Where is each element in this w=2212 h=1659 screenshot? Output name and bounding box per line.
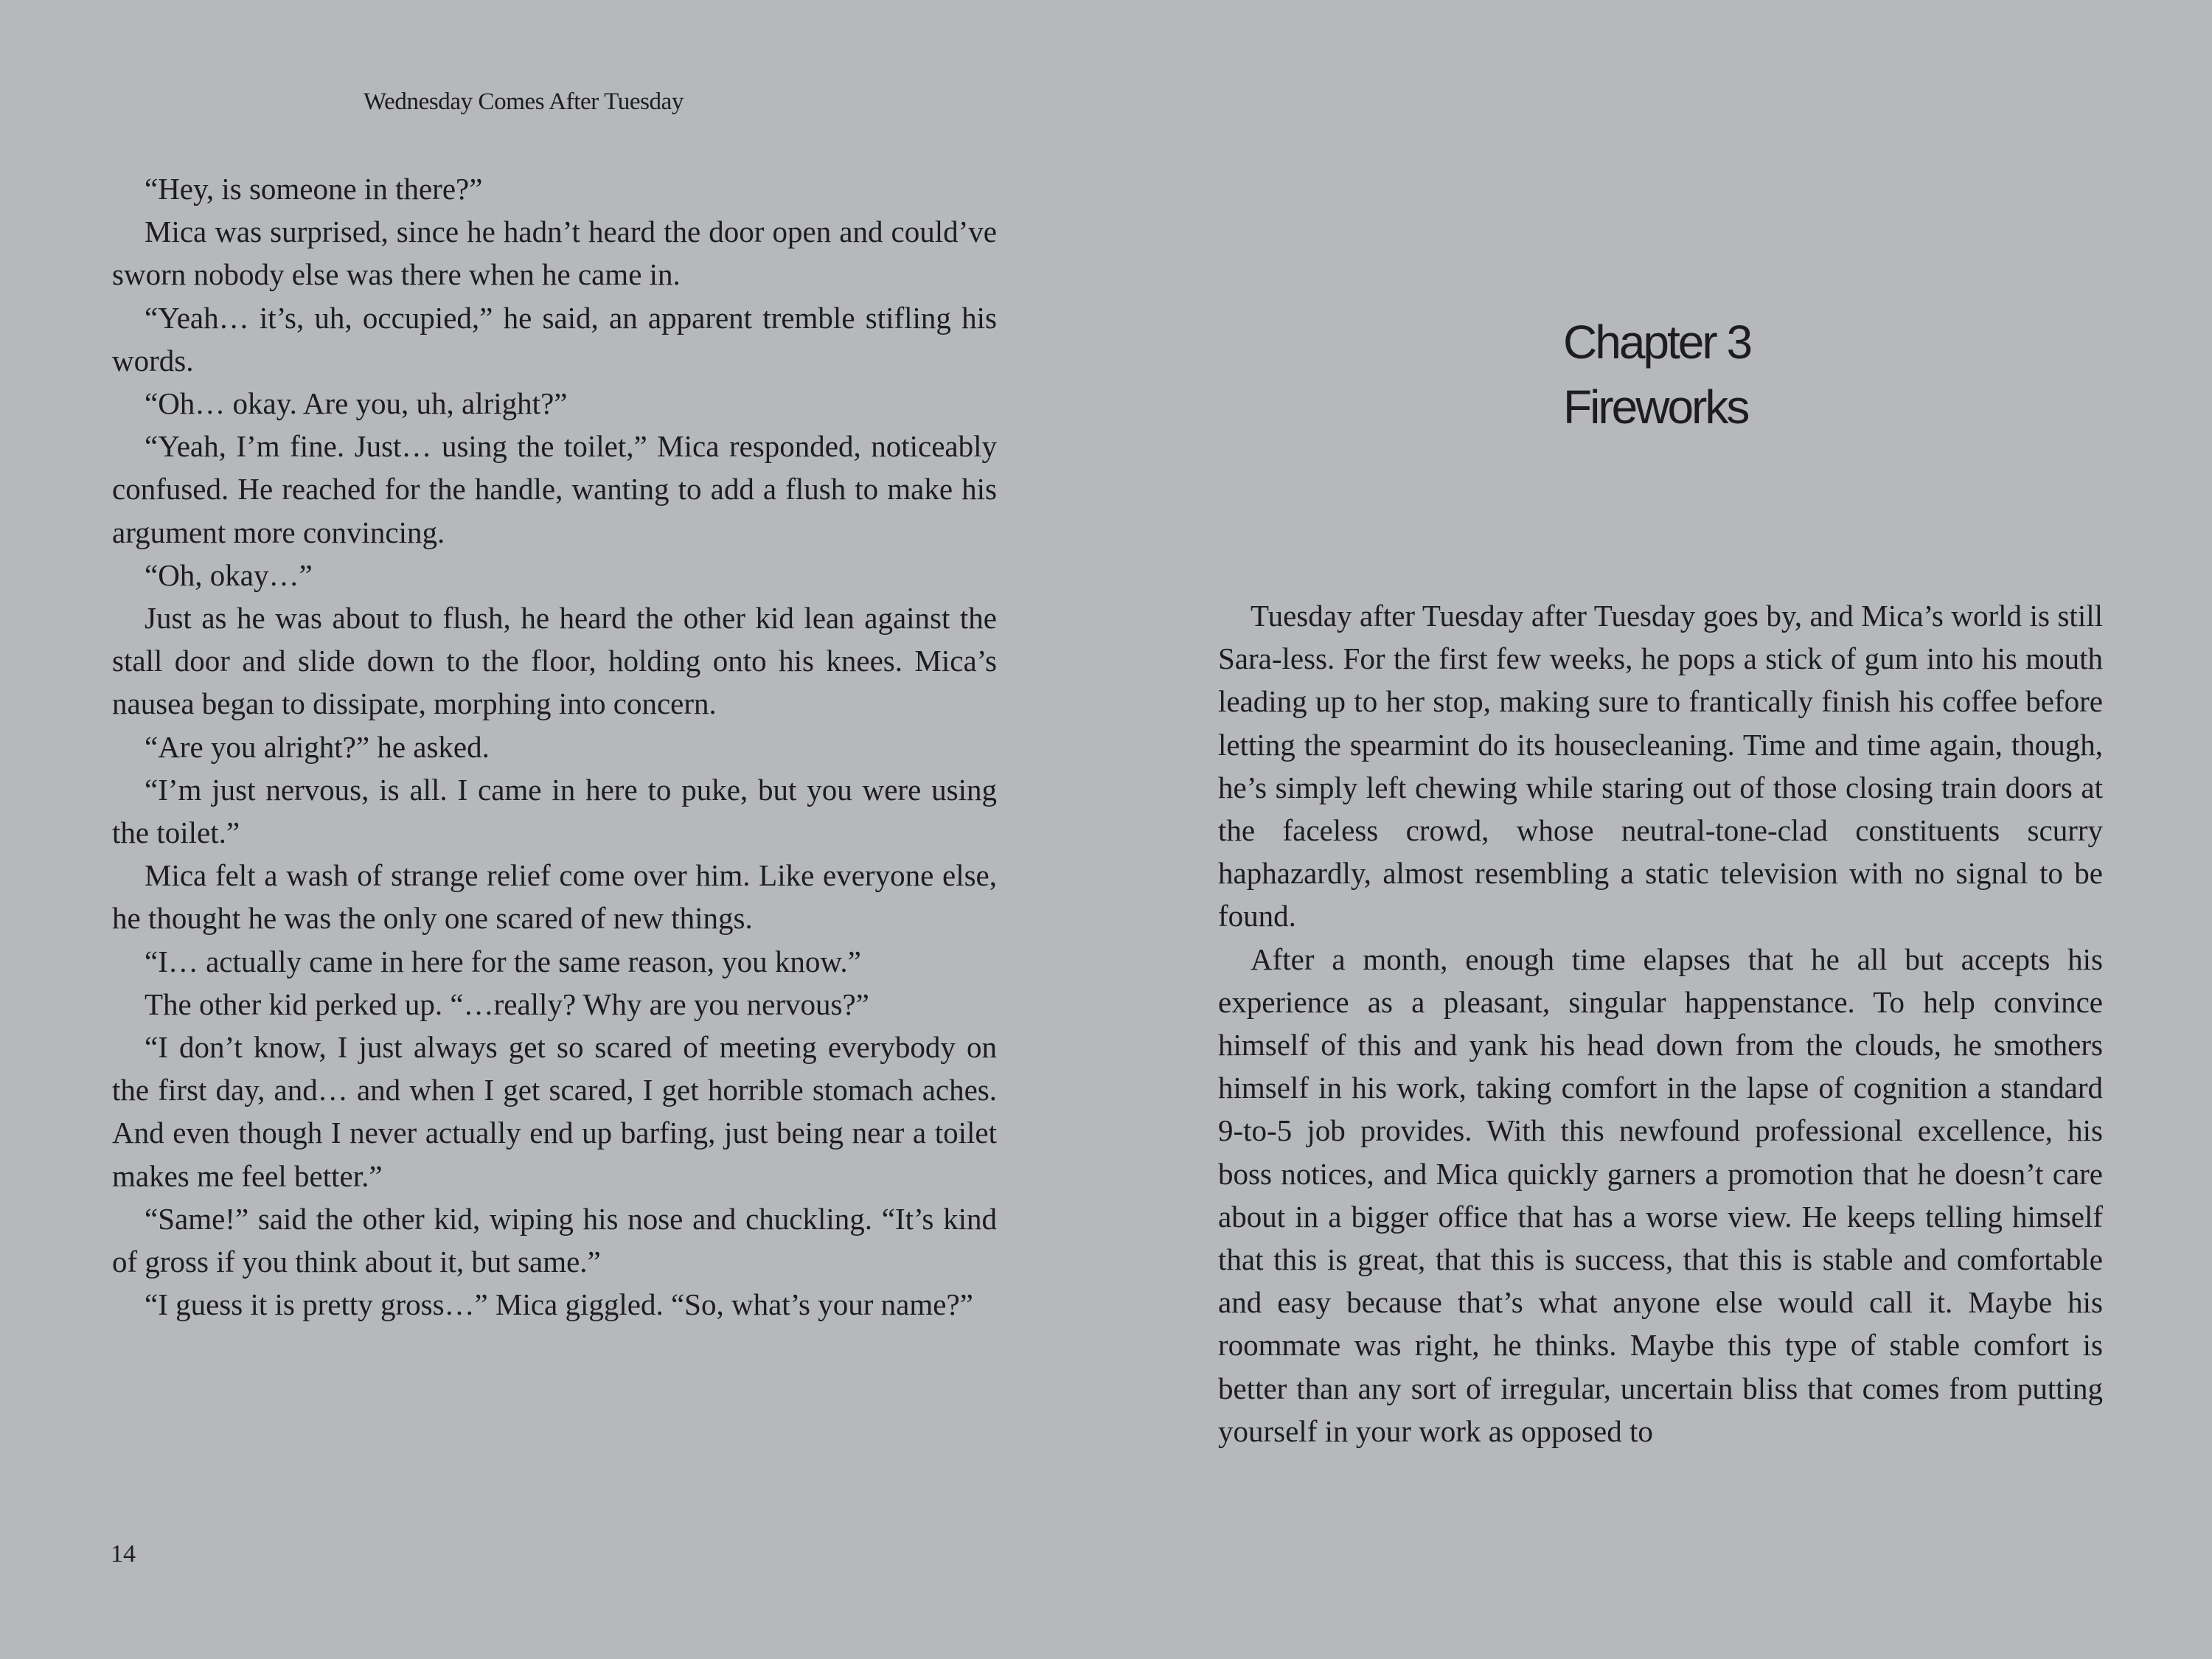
- paragraph: “Yeah… it’s, uh, occupied,” he said, an apparent tremble stifling his words.: [112, 300, 997, 378]
- paragraph: “Are you alright?” he asked.: [145, 729, 490, 764]
- paragraph: Just as he was about to flush, he heard the other kid lean against the stall door and slide down to the floor, holding onto his knees. Mica’s nausea began to dissipate, morphing into concern.: [112, 601, 997, 721]
- paragraph: “Oh… okay. Are you, uh, alright?”: [145, 386, 568, 421]
- paragraph: “Hey, is someone in there?”: [145, 172, 483, 206]
- paragraph: “Yeah, I’m fine. Just… using the toilet,” Mica responded, noticeably confused. He reached for the handle, wanting to add a flush to make his argument more convincing.: [112, 429, 997, 549]
- paragraph: “I… actually came in here for the same reason, you know.”: [145, 944, 861, 978]
- page-number: 14: [111, 1540, 136, 1568]
- paragraph: “Same!” said the other kid, wiping his nose and chuckling. “It’s kind of gross if you think about it, but same.”: [112, 1201, 997, 1279]
- running-header: [0, 87, 1106, 116]
- paragraph: “Oh, okay…”: [145, 557, 313, 592]
- paragraph: Tuesday after Tuesday after Tuesday goes by, and Mica’s world is still Sara-less. For the first few weeks, he pops a stick of gum into his mouth leading up to her stop, making sure to frantically finish his coffee before letting the spearmint do its housecleaning. Time and time again, though, he’s simply left chewing while staring out of those closing train doors at the faceless crowd, whose neutral-tone-clad constituents scurry haphazardly, almost resembling a static television with no signal to be found.: [1218, 599, 2103, 933]
- paragraph: “I guess it is pretty gross…” Mica giggled. “So, what’s your name?”: [145, 1287, 973, 1322]
- chapter-number: Chapter 3: [1563, 316, 1751, 369]
- left-page-body: [112, 167, 997, 1326]
- paragraph: “I’m just nervous, is all. I came in here to puke, but you were using the toilet.”: [112, 772, 997, 850]
- right-page: [1106, 0, 2212, 1659]
- paragraph: Mica was surprised, since he hadn’t heard the door open and could’ve sworn nobody else was there when he came in.: [112, 215, 997, 292]
- paragraph: After a month, enough time elapses that he all but accepts his experience as a pleasant, singular happenstance. To help convince himself of this and yank his head down from the clouds, he smothers himself in his work, taking comfort in the lapse of cognition a standard 9-to-5 job provides. With this newfound professional excellence, his boss notices, and Mica quickly garners a promotion that he doesn’t care about in a bigger office that has a worse view. He keeps telling himself that this is great, that this is success, that this is stable and comfortable and easy because that’s what anyone else would call it. Maybe his roommate was right, he thinks. Maybe this type of stable comfort is better than any sort of irregular, uncertain bliss that comes from putting yourself in your work as opposed to: [1218, 942, 2103, 1448]
- paragraph: “I don’t know, I just always get so scared of meeting everybody on the first day, and… and when I get scared, I get horrible stomach aches. And even though I never actually end up barfing, just being near a toilet makes me feel better.”: [112, 1030, 997, 1193]
- right-page-body: [1218, 594, 2103, 1453]
- chapter-heading: [1563, 310, 1750, 439]
- running-header-text: Wednesday Comes After Tuesday: [364, 88, 684, 115]
- chapter-title: Fireworks: [1563, 380, 1748, 434]
- paragraph: The other kid perked up. “…really? Why are you nervous?”: [145, 987, 869, 1021]
- paragraph: Mica felt a wash of strange relief come over him. Like everyone else, he thought he was the only one scared of new things.: [112, 858, 997, 936]
